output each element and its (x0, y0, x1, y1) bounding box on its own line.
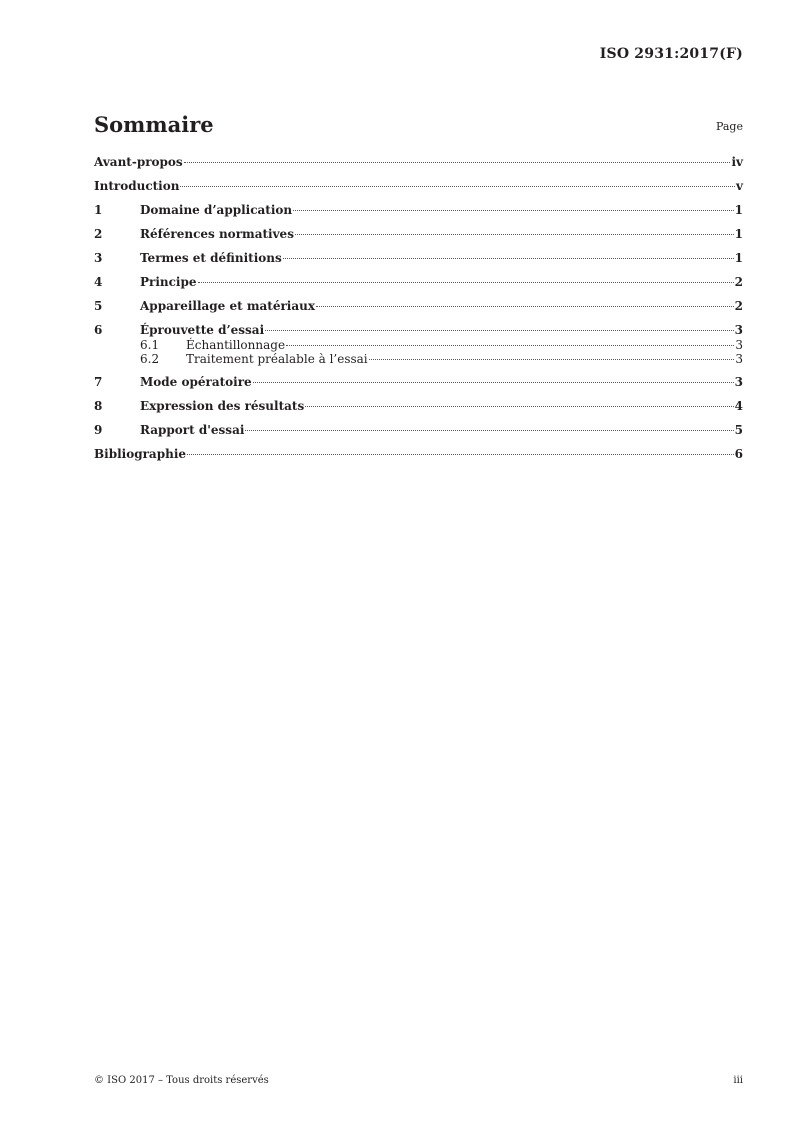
dot-leader (187, 454, 734, 455)
toc-entry-number: 7 (94, 375, 103, 389)
toc-entry-number: 3 (94, 251, 103, 265)
toc-entry-page: 1 (734, 251, 743, 265)
toc-entry-label: Appareillage et matériaux (140, 299, 316, 313)
toc-entry-page: 3 (734, 375, 743, 389)
toc-entry-introduction[interactable] (94, 178, 743, 194)
toc-subentry-label: Traitement préalable à l’essai (186, 352, 368, 366)
toc-entry-page: 5 (734, 423, 743, 437)
dot-leader (369, 359, 735, 360)
dot-leader (295, 234, 734, 235)
toc-entry-number: 8 (94, 399, 103, 413)
toc-subentry-number: 6.1 (140, 338, 160, 352)
dot-leader (305, 406, 733, 407)
toc-entry-number: 6 (94, 323, 103, 337)
toc-entry-number: 5 (94, 299, 103, 313)
toc-entry-expression-resultats[interactable] (94, 398, 743, 414)
toc-entry-number: 2 (94, 227, 103, 241)
toc-entry-eprouvette[interactable] (94, 322, 743, 338)
table-of-contents (94, 154, 743, 470)
dot-leader (180, 186, 735, 187)
document-id: ISO 2931:2017(F) (599, 46, 743, 62)
toc-entry-mode-operatoire[interactable] (94, 374, 743, 390)
dot-leader (286, 345, 734, 346)
toc-entry-domaine-application[interactable] (94, 202, 743, 218)
toc-entry-page: 1 (734, 227, 743, 241)
dot-leader (283, 258, 734, 259)
dot-leader (198, 282, 734, 283)
toc-subentry-echantillonnage[interactable] (94, 338, 743, 352)
footer-copyright: © ISO 2017 – Tous droits réservés (94, 1075, 269, 1086)
toc-entry-page: 3 (734, 323, 743, 337)
toc-entry-number: 9 (94, 423, 103, 437)
dot-leader (184, 162, 731, 163)
toc-entry-label: Bibliographie (94, 447, 187, 461)
toc-page-column-label: Page (715, 120, 743, 133)
toc-entry-label: Avant-propos (94, 155, 183, 169)
toc-entry-label: Termes et définitions (140, 251, 282, 265)
toc-entry-number: 4 (94, 275, 103, 289)
toc-entry-label: Mode opératoire (140, 375, 252, 389)
toc-entry-page: 1 (734, 203, 743, 217)
toc-entry-avant-propos[interactable] (94, 154, 743, 170)
toc-entry-bibliographie[interactable] (94, 446, 743, 462)
toc-entry-appareillage[interactable] (94, 298, 743, 314)
dot-leader (253, 382, 734, 383)
toc-entry-page: 4 (734, 399, 743, 413)
toc-entry-label: Introduction (94, 179, 180, 193)
toc-title: Sommaire (94, 112, 214, 137)
toc-entry-label: Références normatives (140, 227, 294, 241)
footer-page-number: iii (733, 1075, 743, 1086)
toc-entry-page: iv (731, 155, 743, 169)
toc-entry-label: Principe (140, 275, 197, 289)
toc-entry-number: 1 (94, 203, 103, 217)
dot-leader (316, 306, 734, 307)
toc-entry-label: Éprouvette d’essai (140, 323, 265, 337)
toc-entry-termes-definitions[interactable] (94, 250, 743, 266)
toc-subentry-label: Échantillonnage (186, 338, 286, 352)
toc-entry-rapport-essai[interactable] (94, 422, 743, 438)
toc-entry-label: Rapport d'essai (140, 423, 245, 437)
toc-entry-principe[interactable] (94, 274, 743, 290)
dot-leader (245, 430, 733, 431)
toc-header (94, 112, 743, 142)
toc-subentry-page: 3 (735, 338, 743, 352)
toc-entry-page: v (736, 179, 743, 193)
toc-entry-page: 2 (734, 299, 743, 313)
dot-leader (265, 330, 733, 331)
dot-leader (293, 210, 734, 211)
toc-entry-label: Expression des résultats (140, 399, 305, 413)
toc-entry-page: 2 (734, 275, 743, 289)
toc-subentry-traitement-prealable[interactable] (94, 352, 743, 366)
toc-entry-label: Domaine d’application (140, 203, 293, 217)
toc-subentry-number: 6.2 (140, 352, 160, 366)
toc-subentry-page: 3 (735, 352, 743, 366)
toc-entry-page: 6 (734, 447, 743, 461)
toc-entry-references-normatives[interactable] (94, 226, 743, 242)
